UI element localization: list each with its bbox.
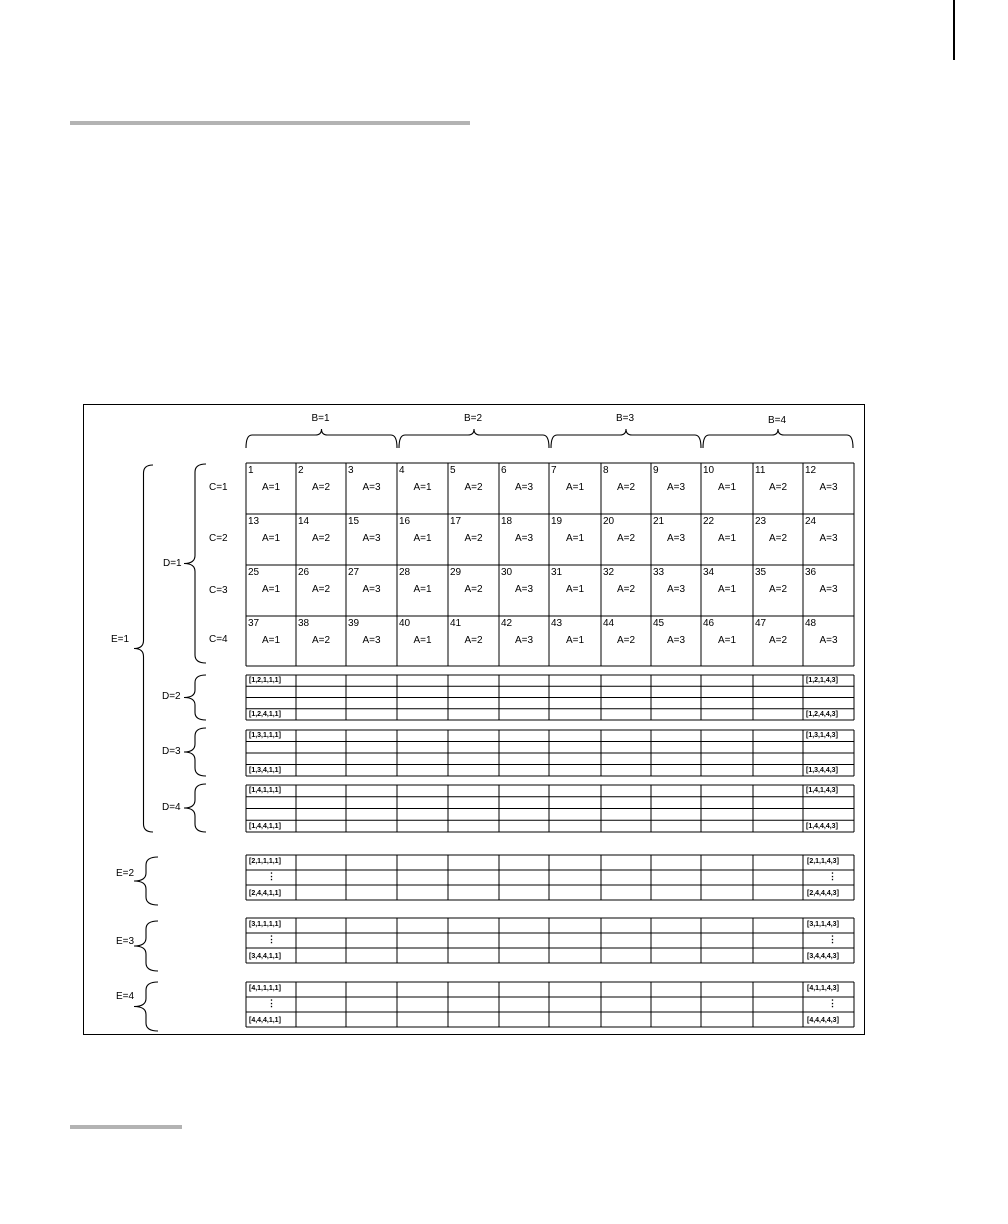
c-label-4: C=4 [209,634,228,645]
cell-number: 16 [399,516,411,527]
cell-number: 12 [805,465,817,476]
cell-number: 18 [501,516,513,527]
vertical-ellipsis-left: ⋮ [267,998,276,1008]
cell-a-value: A=2 [768,482,788,493]
cell-a-value: A=3 [362,584,381,595]
cell-a-value: A=1 [413,584,432,595]
cell-number: 48 [805,618,817,629]
cell-a-value: A=2 [464,482,483,493]
diagram-lines [84,405,866,1036]
cell-a-value: A=3 [819,533,838,544]
e-label-2: E=2 [116,868,135,879]
b-brace-2 [399,429,549,448]
cell-number: 41 [450,618,462,629]
cell-number: 19 [551,516,563,527]
cell-number: 45 [653,618,665,629]
cell-a-value: A=1 [261,635,281,646]
cell-a-value: A=3 [514,533,534,544]
cell-number: 5 [450,465,456,476]
footer-rule [70,1125,182,1129]
cell-number: 38 [298,618,310,629]
cell-number: 7 [551,465,557,476]
index-tag-bottom-right: [1,4,4,4,3] [806,823,838,830]
cell-number: 29 [450,567,462,578]
cell-number: 24 [805,516,817,527]
cell-a-value: A=2 [768,584,788,595]
cell-number: 39 [348,618,360,629]
cell-a-value: A=2 [616,482,636,493]
cell-a-value: A=3 [666,533,686,544]
cell-number: 26 [298,567,310,578]
cell-a-value: A=2 [616,533,636,544]
cell-number: 1 [248,465,254,476]
index-tag-bottom-right: [1,2,4,4,3] [806,711,838,718]
page-corner-line [953,0,955,60]
cell-a-value: A=3 [362,635,381,646]
cell-a-value: A=2 [616,635,636,646]
d-label-2: D=2 [162,691,181,702]
cell-a-value: A=2 [616,584,636,595]
d-brace-3 [184,728,206,776]
vertical-ellipsis-right: ⋮ [828,934,837,944]
d-label-1: D=1 [163,558,182,569]
cell-number: 32 [603,567,615,578]
cell-a-value: A=1 [565,584,585,595]
index-tag-bottom-right: [4,4,4,4,3] [807,1017,839,1024]
index-tag-bottom-right: [1,3,4,4,3] [806,767,838,774]
e-label-1: E=1 [111,634,130,645]
cell-a-value: A=1 [413,533,432,544]
cell-a-value: A=3 [819,584,838,595]
c-label-3: C=3 [209,585,228,596]
b-label-3: B=3 [616,413,635,424]
index-tag-top-right: [1,2,1,4,3] [806,677,838,684]
cell-a-value: A=3 [514,584,534,595]
cell-number: 9 [653,465,659,476]
cell-number: 25 [248,567,260,578]
cell-a-value: A=1 [565,635,585,646]
cell-number: 28 [399,567,411,578]
cell-a-value: A=3 [362,482,381,493]
cell-number: 40 [399,618,411,629]
index-tag-bottom-left: [4,4,4,1,1] [249,1017,281,1024]
e1-brace [134,465,153,832]
cell-number: 31 [551,567,563,578]
cell-a-value: A=2 [768,533,788,544]
cell-a-value: A=2 [464,533,483,544]
cell-number: 6 [501,465,507,476]
index-tag-top-left: [1,3,1,1,1] [249,732,281,739]
cell-number: 14 [298,516,310,527]
cell-a-value: A=2 [464,584,483,595]
d-label-3: D=3 [162,746,181,757]
cell-number: 13 [248,516,260,527]
cell-a-value: A=3 [514,482,534,493]
vertical-ellipsis-left: ⋮ [267,871,276,881]
cell-number: 34 [703,567,715,578]
index-tag-top-left: [4,1,1,1,1] [249,985,281,992]
b-brace-4 [703,429,853,448]
cell-number: 33 [653,567,665,578]
cell-number: 23 [755,516,767,527]
cell-number: 43 [551,618,563,629]
vertical-ellipsis-right: ⋮ [828,998,837,1008]
data-layout-diagram [83,404,865,1035]
cell-a-value: A=3 [666,482,686,493]
d-label-4: D=4 [162,802,181,813]
e-brace-3 [134,921,158,971]
cell-a-value: A=3 [666,584,686,595]
index-tag-bottom-left: [1,3,4,1,1] [249,767,281,774]
cell-a-value: A=3 [666,635,686,646]
index-tag-top-left: [3,1,1,1,1] [249,921,281,928]
e-brace-2 [134,857,158,905]
vertical-ellipsis-right: ⋮ [828,871,837,881]
cell-number: 17 [450,516,462,527]
cell-a-value: A=3 [819,482,838,493]
cell-a-value: A=3 [514,635,534,646]
e-brace-4 [134,982,158,1031]
index-tag-bottom-right: [2,4,4,4,3] [807,890,839,897]
cell-number: 21 [653,516,665,527]
cell-number: 2 [298,465,304,476]
e-label-3: E=3 [116,936,135,947]
index-tag-bottom-right: [3,4,4,4,3] [807,953,839,960]
cell-number: 4 [399,465,405,476]
index-tag-bottom-left: [3,4,4,1,1] [249,953,281,960]
cell-a-value: A=2 [311,584,331,595]
cell-number: 46 [703,618,715,629]
cell-number: 8 [603,465,609,476]
d-brace-2 [184,675,206,720]
cell-a-value: A=1 [413,635,432,646]
cell-number: 22 [703,516,715,527]
cell-number: 11 [755,465,766,476]
index-tag-top-right: [3,1,1,4,3] [807,921,839,928]
cell-a-value: A=1 [717,482,737,493]
b-brace-3 [551,429,701,448]
cell-a-value: A=1 [565,482,585,493]
d-brace-4 [184,784,206,832]
cell-a-value: A=2 [311,533,331,544]
index-tag-top-left: [1,2,1,1,1] [249,677,281,684]
b-label-2: B=2 [464,413,483,424]
index-tag-bottom-left: [1,4,4,1,1] [249,823,281,830]
c-label-2: C=2 [209,533,228,544]
index-tag-top-right: [4,1,1,4,3] [807,985,839,992]
b-label-1: B=1 [311,413,330,424]
cell-a-value: A=1 [261,482,281,493]
vertical-ellipsis-left: ⋮ [267,934,276,944]
d1-brace [184,464,206,663]
b-brace-1 [246,429,397,448]
cell-number: 47 [755,618,767,629]
cell-number: 15 [348,516,360,527]
cell-a-value: A=2 [311,635,331,646]
cell-a-value: A=1 [413,482,432,493]
b-label-4: B=4 [768,415,787,426]
cell-number: 3 [348,465,354,476]
cell-a-value: A=1 [717,635,737,646]
index-tag-bottom-left: [2,4,4,1,1] [249,890,281,897]
index-tag-top-left: [2,1,1,1,1] [249,858,281,865]
c-label-1: C=1 [209,482,228,493]
cell-a-value: A=3 [819,635,838,646]
cell-number: 37 [248,618,260,629]
e-label-4: E=4 [116,991,135,1002]
cell-number: 30 [501,567,513,578]
header-rule [70,121,470,125]
cell-a-value: A=1 [565,533,585,544]
cell-a-value: A=1 [717,533,737,544]
cell-number: 42 [501,618,513,629]
cell-a-value: A=2 [311,482,331,493]
cell-a-value: A=1 [261,533,281,544]
cell-number: 10 [703,465,715,476]
cell-number: 20 [603,516,615,527]
cell-a-value: A=3 [362,533,381,544]
cell-a-value: A=2 [768,635,788,646]
cell-number: 44 [603,618,615,629]
cell-a-value: A=1 [717,584,737,595]
cell-a-value: A=2 [464,635,483,646]
index-tag-top-left: [1,4,1,1,1] [249,787,281,794]
cell-a-value: A=1 [261,584,281,595]
cell-number: 36 [805,567,817,578]
cell-number: 27 [348,567,360,578]
index-tag-top-right: [2,1,1,4,3] [807,858,839,865]
cell-number: 35 [755,567,767,578]
index-tag-top-right: [1,4,1,4,3] [806,787,838,794]
index-tag-top-right: [1,3,1,4,3] [806,732,838,739]
index-tag-bottom-left: [1,2,4,1,1] [249,711,281,718]
